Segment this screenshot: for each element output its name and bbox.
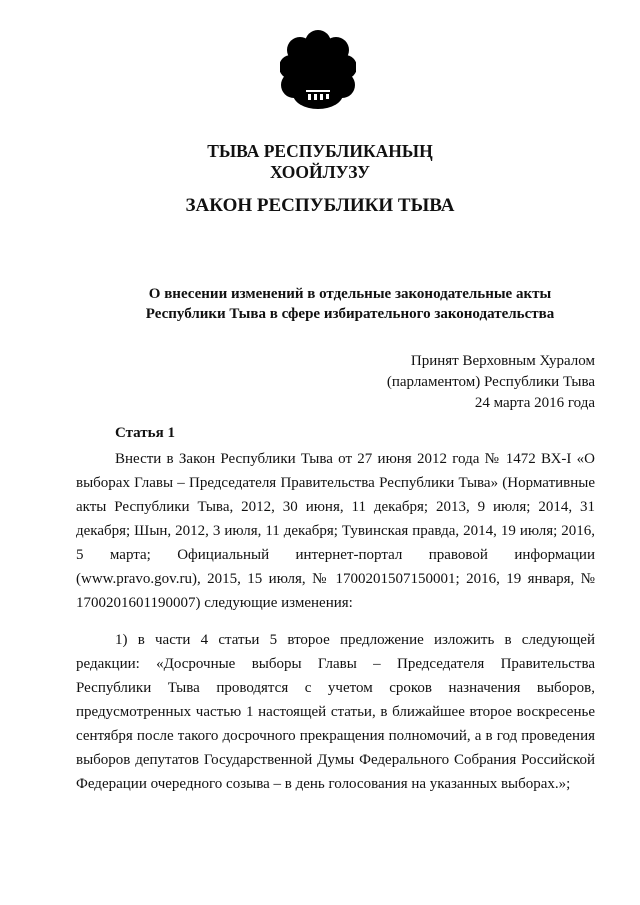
adoption-line1: Принят Верховным Хуралом xyxy=(410,353,595,369)
adoption-line2: (парламентом) Республики Тыва xyxy=(386,374,595,390)
subject-line2: Республики Тыва в сфере избирательного законодательства xyxy=(145,306,555,322)
coat-of-arms-emblem xyxy=(280,30,356,114)
article-title: Статья 1 xyxy=(115,425,175,441)
article-paragraph-1: Внести в Закон Республики Тыва от 27 июня 2012 года № 1472 ВХ-I «О выборах Главы – Председателя Правительства Республики Тыва» (Нормативные акты Республики Тыва, 2012, 30 июня, 11 декабря; 2013, 9 июля; 2014, 31 декабря; Шын, 2012, 3 июля, 11 декабря; Тувинская правда, 2014, 19 июля; 2016, 5 марта; Официальный интернет-портал правовой информации (www.pravo.gov.ru), 2015, 15 июля, № 1700201507150001; 2016, 19 января, № 1700201601190007) следующие изменения: xyxy=(76,451,595,611)
republic-name-line1: ТЫВА РЕСПУБЛИКАНЫҢ xyxy=(207,141,433,161)
subject-line1: О внесении изменений в отдельные законодательные акты xyxy=(148,286,552,302)
republic-name-line2: ХООЙЛУЗУ xyxy=(270,162,370,182)
law-title: ЗАКОН РЕСПУБЛИКИ ТЫВА xyxy=(185,195,455,216)
adoption-date: 24 марта 2016 года xyxy=(474,395,595,411)
article-paragraph-2: 1) в части 4 статьи 5 второе предложение изложить в следующей редакции: «Досрочные выборы Главы – Председателя Правительства Республики Тыва проводятся с учетом сроков назначения выборов, предусмотренных частью 1 настоящей статьи, в ближайшее второе воскресенье сентября после такого досрочного прекращения полномочий, а в год проведения выборов депутатов Государственной Думы Федерального Собрания Российской Федерации очередного созыва – в день голосования на указанных выборах.»; xyxy=(76,632,595,792)
